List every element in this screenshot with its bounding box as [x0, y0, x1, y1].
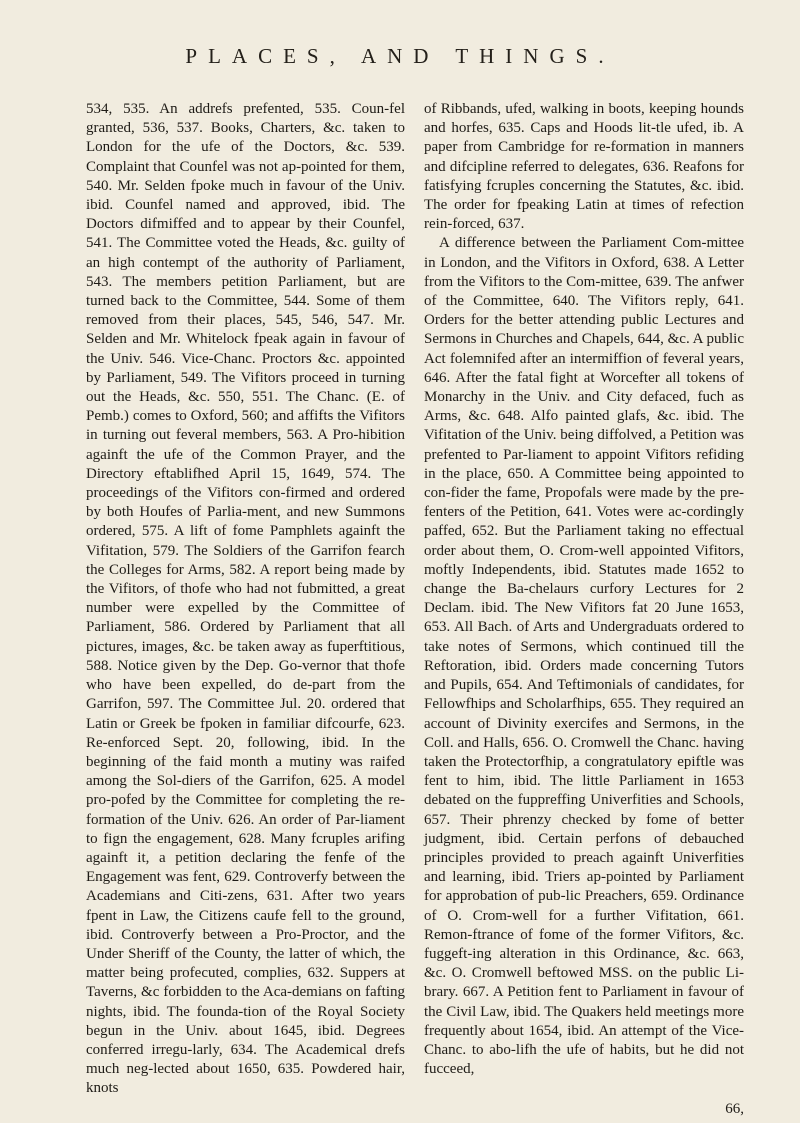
index-paragraph: 534, 535. An addrefs prefented, 535. Coun-fel granted, 536, 537. Books, Charters, &c. taken to London for the ufe of the Doctors, &c. 539. Complaint that Counfel was not ap-pointed for them, 540. Mr. Selden fpoke much in favour of the Univ. ibid. Counfel named and approved, ibid. The Doctors difmiffed and to appear by their Counfel, 541. The Committee voted the Heads, &c. guilty of an high contempt of the authority of Parliament, 543. The members petition Parliament, but are turned back to the Committee, 544. Some of them removed from their places, 545, 546, 547. Mr. Selden and Mr. Whitelock fpeak again in favour of the Univ. 546. Vice-Chanc. Proctors &c. appointed by Parliament, 549. The Vifitors proceed in turning out the Heads, &c. 550, 551. The Chanc. (E. of Pemb.) comes to Oxford, 560; and affifts the Vifitors in turning out feveral members, 563. A Pro-hibition againft the ufe of the Common Prayer, and the Directory eftablifhed April 15, 1649, 574. The proceedings of the Vifitors con-firmed and ordered by both Houfes of Parlia-ment, and new Summons ordered, 575. A lift of fome Pamphlets againft the Vifitation, 579. The Soldiers of the Garrifon fearch the Colleges for Arms, 582. A report being made by the Vifitors, of thofe who had not fubmitted, a great number were expelled by the Committee of Parliament, 586. Ordered by Parliament that all pictures, images, &c. be taken away as fuperftitious, 588. Notice given by the Dep. Go-vernor that thofe who have been expelled, do de-part from the Garrifon, 597. The Committee Jul. 20. ordered that Latin or Greek be fpoken in familiar difcourfe, 623. Re-enforced Sept. 20, following, ibid. In the beginning of the faid month a mutiny was raifed among the Sol-diers of the Garrifon, 625. A model pro-pofed by the Committee for completing the re-formation of the Univ. 626. An order of Par-liament to fign the engagement, 628. Many fcruples arifing againft it, a petition declaring the fenfe of the Engagement was fent, 629. Controverfy between the Academians and Citi-zens, 631. After two years fpent in Law, the Citizens caufe fell to the ground, ibid. Controverfy between a Pro-Proctor, and the Under Sheriff of the County, the latter of which, the matter being profecuted, complies, 632. Suppers at Taverns, &c forbidden to the Aca-demians on fafting nights, ibid. The founda-tion of the Royal Society begun in the Univ. about 1645, ibid. Degrees conferred irregu-larly, 634. The Academical drefs much neg-lected about 1650, 635. Powdered hair, knots	[86, 101, 405, 1097]
page-number: 66,	[725, 1101, 744, 1117]
right-column	[424, 100, 744, 1079]
left-column	[86, 100, 405, 1099]
index-paragraph: A difference between the Parliament Com-mittee in London, and the Vifitors in Oxford, 638. A Letter from the Vifitors to the Com-mittee, 639. The anfwer of the Committee, 640. The Vifitors reply, 641. Orders for the better attending public Lectures and Sermons in Churches and Chapels, 644, &c. A public Act folemnifed after an intermiffion of feveral years, 646. After the fatal fight at Worcefter all tokens of Monarchy in the Univ. and City defaced, fuch as Arms, &c. 648. Alfo painted glafs, &c. ibid. The Vifitation of the Univ. being diffolved, a Petition was prefented to Par-liament to appoint Vifitors refiding in the place, 650. A Committee being appointed to con-fider the fame, Propofals were made by the pre-fenters of the Petition, 641. Votes were ac-cordingly paffed, 652. But the Parliament taking no effectual order about them, O. Crom-well appointed Vifitors, moftly Independents, ibid. Statutes made 1652 to change the Ba-chelaurs curfory Lectures for 2 Declam. ibid. The New Vifitors fat 20 June 1653, 653. All Bach. of Arts and Undergraduats ordered to take notes of Sermons, which continued till the Reftoration, ibid. Orders made concerning Tutors and Pupils, 654. And Teftimonials of candidates, for Fellowfhips and Scholarfhips, 655. They required an account of Divinity exercifes and Sermons, in the Coll. and Halls, 656. O. Cromwell the Chanc. having taken the Protectorfhip, a congratulatory epiftle was fent to him, ibid. The little Parliament in 1653 debated on the fuppreffing Univerfities and Schools, 657. Their phrenzy checked by fome of better judgment, ibid. Certain perfons of debauched principles provided to preach againft Univerfities and learning, ibid. Triers ap-pointed by Parliament for approbation of pub-lic Preachers, 659. Ordinance of O. Crom-well for a further Vifitation, 661. Remon-ftrance of fome of the former Vifitors, &c. fuggeft-ing alteration in this Ordinance, &c. 663, &c. O. Cromwell beftowed MSS. on the public Li-brary. 667. A Petition fent to Parliament in favour of the Civil Law, ibid. The Quakers held meetings more frequently about 1654, ibid. An attempt of the Vice-Chanc. to abo-lifh the ufe of habits, but he did not fucceed,	[424, 235, 744, 1078]
index-paragraph: of Ribbands, ufed, walking in boots, keeping hounds and horfes, 635. Caps and Hoods lit-tle ufed, ib. A paper from Cambridge for re-formation in manners and difcipline referred to delegates, 636. Reafons for fatisfying fcruples concerning the Statutes, &c. ibid. The order for fpeaking Latin at times of refection rein-forced, 637.	[424, 101, 744, 233]
running-head: PLACES, AND THINGS.	[185, 44, 615, 68]
